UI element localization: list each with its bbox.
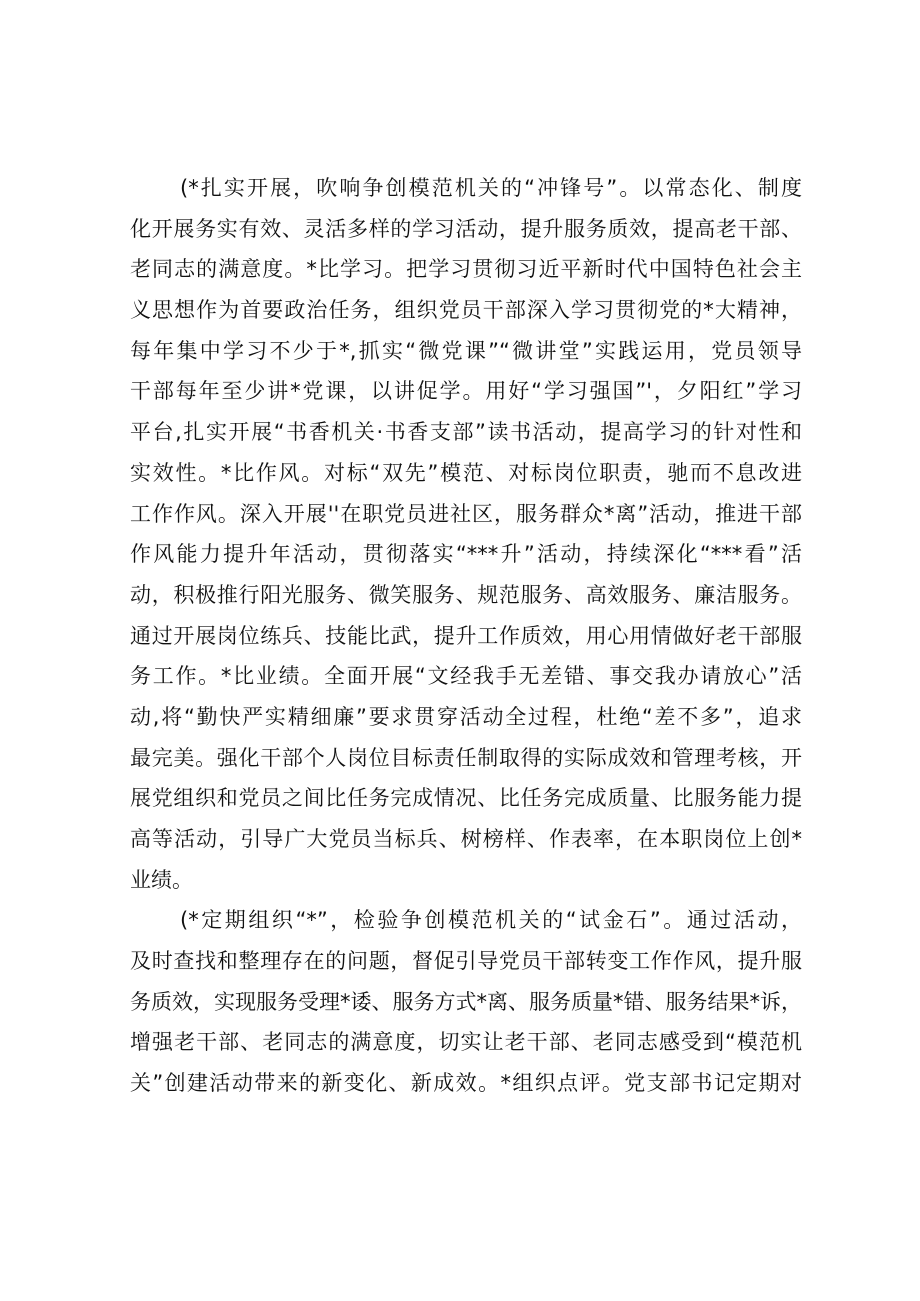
paragraph-line: 动，积极推行阳光服务、微笑服务、规范服务、高效服务、廉洁服务。	[130, 582, 802, 607]
paragraph-line: 作风能力提升年活动，贯彻落实“***升”活动，持续深化“***看”活	[130, 542, 802, 567]
paragraph-line: 务工作。*比业绩。全面开展“文经我手无差错、事交我办请放心”活	[130, 664, 802, 689]
paragraph-line: 最完美。强化干部个人岗位目标责任制取得的实际成效和管理考核，开	[130, 745, 802, 770]
paragraph-line: 高等活动，引导广大党员当标兵、树榜样、作表率，在本职岗位上创*	[130, 827, 802, 851]
paragraph-line: 业绩。	[130, 867, 193, 892]
paragraph-2	[130, 900, 802, 1103]
paragraph-line: 通过开展岗位练兵、技能比武，提升工作质效，用心用情做好老干部服	[130, 623, 802, 648]
paragraph-line: 动,将“勤快严实精细廉”要求贯穿活动全过程，杜绝“差不多”，追求	[130, 704, 802, 729]
paragraph-line: 平台,扎实开展“书香机关·书香支部”读书活动，提高学习的针对性和	[130, 420, 802, 445]
paragraph-line: 工作作风。深入开展''在职党员进社区，服务群众*离”活动，推进干部	[130, 501, 802, 526]
paragraph-1	[130, 168, 802, 900]
paragraph-line: 增强老干部、老同志的满意度，切实让老干部、老同志感受到“模范机	[130, 1030, 802, 1055]
paragraph-line: 义思想作为首要政治任务，组织党员干部深入学习贯彻党的*大精神，	[130, 298, 802, 323]
paragraph-line: 实效性。*比作风。对标“双先”模范、对标岗位职责，驰而不息改进	[130, 460, 802, 485]
paragraph-line: 展党组织和党员之间比任务完成情况、比任务完成质量、比服务能力提	[130, 786, 802, 811]
paragraph-line: (*定期组织“*”，检验争创模范机关的“试金石”。通过活动，	[180, 908, 802, 933]
paragraph-line: 老同志的满意度。*比学习。把学习贯彻习近平新时代中国特色社会主	[130, 257, 802, 282]
document-body	[130, 168, 802, 1104]
paragraph-line: 及时查找和整理存在的问题，督促引导党员干部转变工作作风，提升服	[130, 949, 802, 974]
paragraph-line: 关”创建活动带来的新变化、新成效。*组织点评。党支部书记定期对	[130, 1071, 802, 1096]
paragraph-line: (*扎实开展，吹响争创模范机关的“冲锋号”。以常态化、制度	[180, 176, 802, 200]
paragraph-line: 每年集中学习不少于*,抓实“微党课”“微讲堂”实践运用，党员领导	[130, 338, 802, 363]
paragraph-line: 务质效，实现服务受理*诿、服务方式*离、服务质量*错、服务结果*诉，	[130, 989, 802, 1014]
paragraph-line: 化开展务实有效、灵活多样的学习活动，提升服务质效，提高老干部、	[130, 216, 802, 241]
paragraph-line: 干部每年至少讲*党课，以讲促学。用好“学习强国”'，夕阳红”学习	[130, 379, 802, 404]
